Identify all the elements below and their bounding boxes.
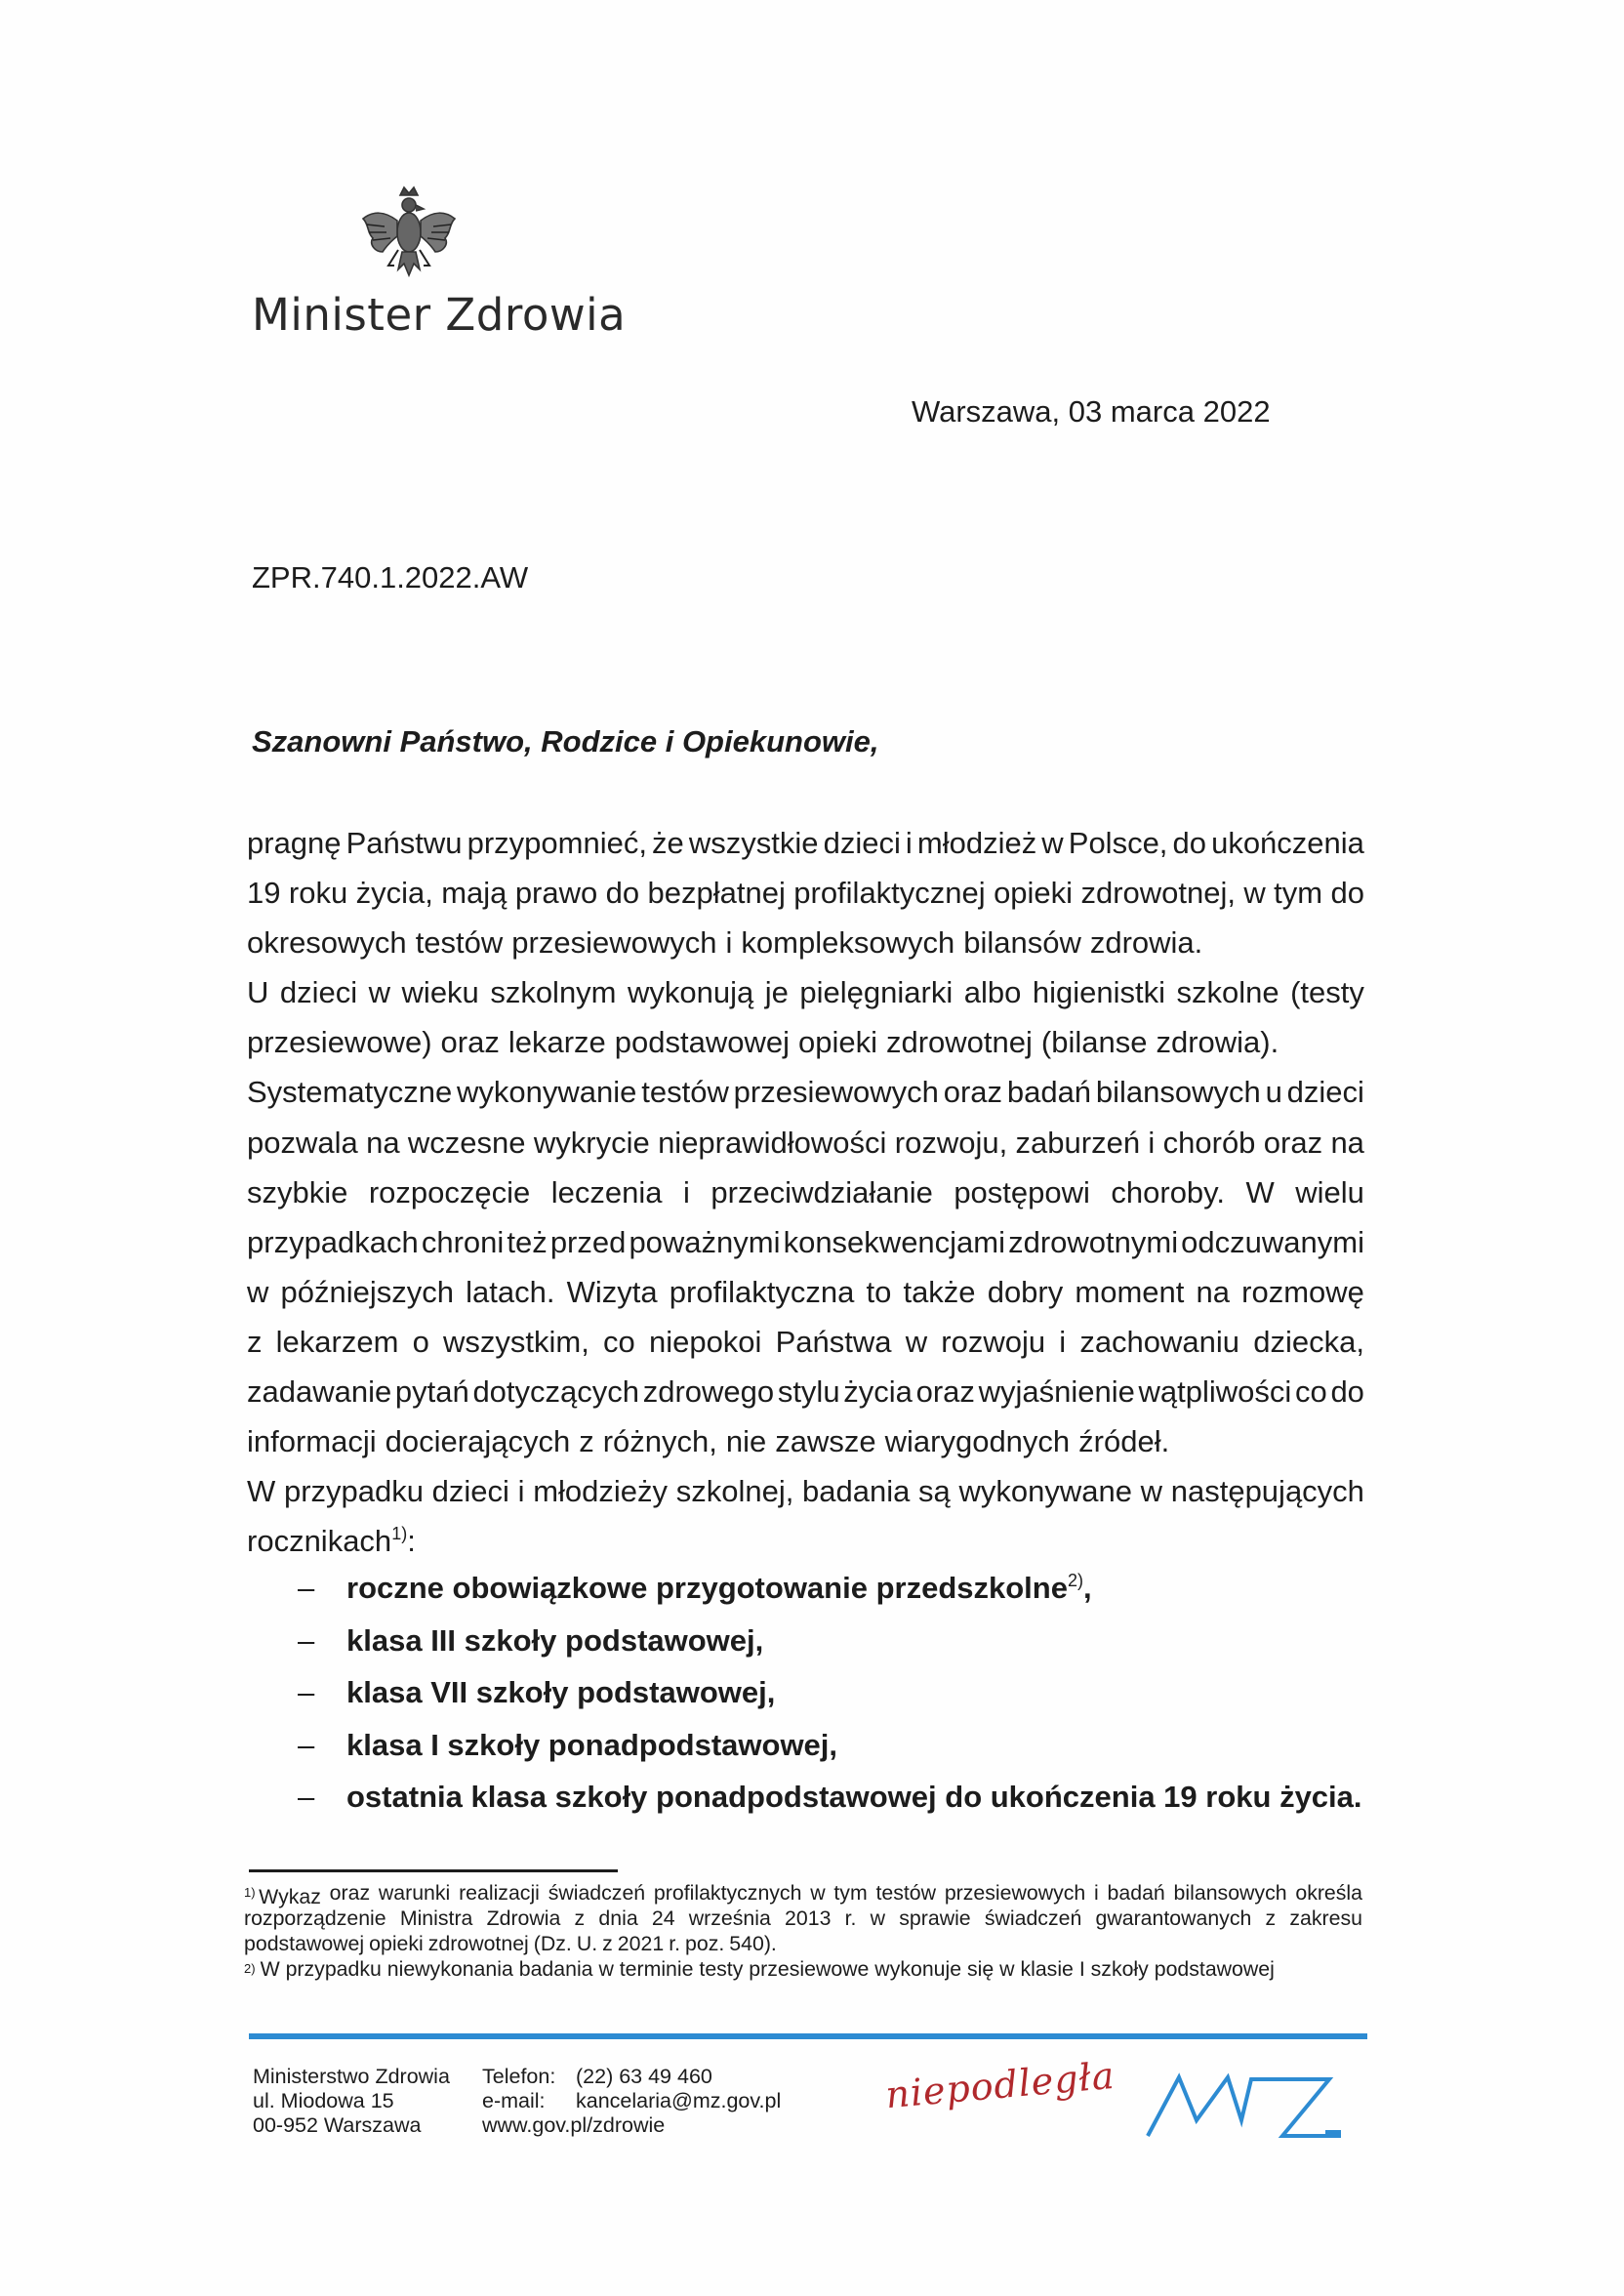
website-link: www.gov.pl/zdrowie [482,2113,666,2137]
footnote-line [244,1880,1362,1906]
phone-label: Telefon: [482,2065,556,2088]
body-word: przesiewowe) [247,1025,432,1060]
body-word: rozmowę [1241,1274,1364,1309]
address-line: Ministerstwo Zdrowia [253,2065,450,2088]
footnote-word: 2021 [617,1932,665,1955]
body-word: pozwala [247,1125,358,1160]
body-word: profilaktyczna [669,1274,855,1309]
body-word: przed [549,1224,627,1259]
body-word: pytań [394,1374,469,1410]
body-word: do [605,876,640,911]
body-word: w [247,1274,269,1309]
body-word: przesiewowych [511,925,717,961]
body-word: lekarzem [275,1324,399,1359]
body-word: i [905,826,913,860]
body-line [247,1118,1364,1168]
body-word: okresowych [247,925,407,961]
body-word: pielęgniarki [799,975,954,1010]
body-word: opieki [994,876,1074,911]
body-word: wszystkim, [443,1324,589,1359]
body-word: oraz [1263,1125,1323,1160]
footnote-word: (Dz. [533,1932,572,1955]
address-line: ul. Miodowa 15 [253,2089,394,2112]
body-word: to [866,1274,892,1309]
body-word: przypadku [283,1474,424,1509]
footnote-word: z [574,1906,586,1930]
footnote-word: dnia [598,1906,638,1930]
body-word: wątpliwości [1138,1374,1292,1410]
list-dash: – [298,1675,315,1710]
list-item [298,1771,1362,1824]
year-list [298,1562,1362,1824]
body-word: wykonywane [958,1474,1132,1509]
body-word: szybkie [247,1174,348,1210]
body-word: wielu [1295,1174,1364,1210]
body-word: szkolne [1176,975,1279,1010]
body-word: młodzież [916,826,1037,860]
body-word: zadawanie [247,1374,392,1410]
body-word: w [368,975,391,1010]
body-word: pragnę [247,826,342,860]
footnote-ref: 2) [1067,1571,1083,1590]
letter-date: Warszawa, 03 marca 2022 [912,394,1271,429]
body-word: zdrowotnej [885,1025,1033,1060]
footnote-word: w [810,1881,826,1905]
body-word: i [725,925,733,961]
greeting: Szanowni Państwo, Rodzice i Opiekunowie, [252,724,879,758]
body-line [247,1168,1364,1217]
list-item [298,1562,1362,1615]
body-word: dzieci [1286,1075,1364,1110]
list-item-text: klasa VII szkoły podstawowej, [346,1675,776,1710]
footnote-text: W przypadku niewykonania badania w terminie testy przesiewowe wykonuje się w klasie I szkoły podstawowej [260,1957,1275,1981]
list-item-text: klasa I szkoły ponadpodstawowej, [346,1727,838,1762]
body-word: mają [441,876,508,911]
body-word: wieku [401,975,479,1010]
body-word: wczesne [407,1125,526,1160]
body-word: zdrowia. [1089,925,1203,961]
footnote-word: przesiewowych [944,1881,1086,1905]
footnote-word: z [602,1932,613,1955]
body-word: (bilanse [1040,1025,1148,1060]
body-word: na [1196,1274,1230,1309]
list-item-text: klasa III szkoły podstawowej, [346,1622,764,1658]
contact-address [253,2065,450,2138]
body-word: choroby. [1111,1174,1225,1210]
footnote-word: i [1094,1881,1099,1905]
body-line [247,1466,1364,1516]
footnote-word: września [688,1906,771,1930]
list-item [298,1719,1362,1772]
body-word: podstawowej [614,1025,790,1060]
body-word: latach. [466,1274,555,1309]
body-line [247,1317,1364,1367]
reference-number: ZPR.740.1.2022.AW [252,560,529,594]
body-word: wszystkie [688,826,819,860]
footnote-line [244,1906,1362,1931]
institution-name: Minister Zdrowia [252,289,627,341]
body-line [247,918,1364,967]
footnote-word: bilansowych [1173,1881,1287,1905]
footnote-word: tym [833,1881,868,1905]
body-word: na [1330,1125,1364,1160]
body-word: rozwoju, [894,1125,1008,1160]
body-word: nieprawidłowości [658,1125,887,1160]
list-dash: – [298,1622,315,1658]
contact-details [482,2065,781,2138]
body-word: W [1245,1174,1275,1210]
body-word: u [1265,1075,1282,1110]
footnote-ref: 1) [391,1524,408,1544]
body-word: że [652,826,684,860]
footnote-word: $^{1)}$ Wykaz [244,1885,321,1908]
footnote-line [244,1931,1362,1956]
body-word: dzieci [823,826,901,860]
body-word: życia, [355,876,433,911]
footnote-word: Zdrowia [486,1906,561,1930]
list-dash: – [298,1571,315,1605]
body-word: dobry [987,1274,1064,1309]
email-address: kancelaria@mz.gov.pl [576,2089,782,2112]
body-word: (testy [1290,975,1364,1010]
body-word: badań [1006,1075,1092,1110]
footnote-word: opieki [369,1932,424,1955]
body-word: dziecka, [1253,1324,1364,1359]
body-word: ukończenia [1211,826,1364,860]
body-word: w [1140,1474,1163,1509]
list-item [298,1615,1362,1667]
body-word: niepokoi [648,1324,762,1359]
list-dash: – [298,1727,315,1762]
body-word: rozwoju [941,1324,1046,1359]
body-word: testów [641,1075,729,1110]
phone-number: (22) 63 49 460 [576,2065,712,2088]
body-word: informacji [247,1424,377,1459]
body-word: co [1295,1374,1327,1410]
body-word: z [579,1424,594,1459]
body-word: je [764,975,789,1010]
footnote-word: testów [875,1881,937,1905]
footnote-word: badań [1107,1881,1165,1905]
body-word: albo [963,975,1022,1010]
footnote-word: realizacji [459,1881,540,1905]
footnote-word: oraz [329,1881,371,1905]
footnote-word: 2013 [785,1906,832,1930]
footnote-word: podstawowej [244,1932,365,1955]
body-word: wykonują [628,975,754,1010]
body-word: młodzieży [533,1474,669,1509]
body-word: dzieci [279,975,358,1010]
email-label: e-mail: [482,2089,546,2112]
niepodlegla-signature: niepodległa [883,2053,1117,2117]
body-word: zawsze [775,1424,876,1459]
body-word: też [507,1224,548,1259]
list-item-text: ostatnia klasa szkoły ponadpodstawowej do ukończenia 19 roku życia. [346,1780,1362,1815]
body-line [247,967,1364,1017]
footnote-word: zdrowotnej [427,1932,529,1955]
body-word: i [517,1474,525,1509]
body-word: oraz [440,1025,500,1060]
body-word: także [903,1274,976,1309]
footnote-word: określa [1295,1881,1362,1905]
body-word: odczuwanymi [1181,1224,1364,1259]
body-word: o [412,1324,429,1359]
body-word: zdrowotnymi [1008,1224,1179,1259]
footnote-word: profilaktycznych [653,1881,802,1905]
footnote-word: świadczeń [548,1881,646,1905]
body-line [247,868,1364,918]
body-word: i [683,1174,690,1210]
body-word: z [247,1324,263,1359]
list-item-text: roczne obowiązkowe przygotowanie przedszkolne$^{2)}$, [346,1571,1092,1605]
body-word: przypadkach [247,1224,419,1259]
body-word: leczenia [550,1174,663,1210]
body-word: i [1148,1125,1156,1160]
footnote-line [244,1956,1362,1982]
letter-body [247,818,1364,1566]
body-word: poważnymi [629,1224,781,1259]
body-word: prawo [514,876,598,911]
body-line [247,1367,1364,1416]
body-word: lekarze [508,1025,606,1060]
body-word: higienistki [1032,975,1165,1010]
body-word: przeciwdziałanie [710,1174,933,1210]
body-word: Wizyta [566,1274,658,1309]
body-word: tym [1274,876,1323,911]
body-word: do [1330,1374,1364,1410]
footnote-word: U. [576,1932,598,1955]
body-word: oraz [943,1075,1003,1110]
body-word: przesiewowych [733,1075,939,1110]
footnote-word: sprawie [899,1906,971,1930]
body-word: bilansów [963,925,1081,961]
footnotes [244,1880,1362,1982]
body-line [247,1267,1364,1317]
body-word: wyjaśnienie [978,1374,1135,1410]
body-word: rocznikach$^{1)}$: [247,1524,416,1559]
body-word: późniejszych [280,1274,455,1309]
body-word: zachowaniu [1079,1324,1240,1359]
body-word: W [247,1474,276,1509]
footer-divider [249,2033,1367,2039]
body-line [247,1516,1364,1566]
body-word: i [1059,1324,1067,1359]
footnote-word: 540). [729,1932,777,1955]
footnote-divider [249,1869,618,1872]
body-word: moment [1075,1274,1185,1309]
polish-eagle-icon [355,182,463,289]
body-word: opieki [797,1025,877,1060]
footnote-word: świadczeń [984,1906,1082,1930]
footnote-word: z [1265,1906,1277,1930]
body-word: stylu [777,1374,840,1410]
body-word: przypomnieć, [467,826,647,860]
body-word: w [1243,876,1266,911]
footnote-word: 24 [651,1906,675,1930]
body-word: zdrowotnej, [1080,876,1236,911]
body-word: do [1330,876,1364,911]
body-word: na [366,1125,400,1160]
body-word: życia [843,1374,913,1410]
body-word: oraz [915,1374,975,1410]
body-word: są [918,1474,951,1509]
body-word: wykrycie [533,1125,650,1160]
footnote-mark: 2) [244,1961,256,1976]
body-word: zaburzeń [1015,1125,1141,1160]
body-line [247,818,1364,868]
footnote-word: r. [669,1932,681,1955]
body-word: bilansowych [1095,1075,1261,1110]
mz-logo-icon [1144,2070,1341,2140]
address-line: 00-952 Warszawa [253,2113,422,2137]
footnote-word: zakresu [1289,1906,1362,1930]
footnote-word: r. [844,1906,857,1930]
body-word: w [1041,826,1064,860]
footnote-word: gwarantowanych [1095,1906,1252,1930]
body-word: Państwu [345,826,463,860]
body-line [247,1017,1364,1067]
list-dash: – [298,1780,315,1815]
body-word: kompleksowych [741,925,955,961]
body-word: źródeł. [1078,1424,1170,1459]
body-word: zdrowego [642,1374,775,1410]
body-word: roku [288,876,348,911]
body-word: badania [802,1474,911,1509]
footnote-word: rozporządzenie [244,1906,386,1930]
body-word: Polsce, [1068,826,1168,860]
body-word: U [247,975,269,1010]
body-word: dotyczących [472,1374,640,1410]
body-word: do [1172,826,1206,860]
footnote-word: Ministra [399,1906,473,1930]
body-word: następujących [1170,1474,1364,1509]
footnote-mark: 1) [244,1885,260,1900]
body-word: dzieci [431,1474,509,1509]
body-word: nie [725,1424,767,1459]
body-word: bezpłatnej [647,876,786,911]
body-word: zdrowia). [1156,1025,1279,1060]
body-word: chorób [1162,1125,1256,1160]
body-word: chroni [421,1224,505,1259]
body-word: co [603,1324,635,1359]
body-word: 19 [247,876,281,911]
footnote-word: warunki [378,1881,451,1905]
body-word: różnych, [602,1424,717,1459]
footnote-word: w [870,1906,886,1930]
body-word: Systematyczne [247,1075,453,1110]
body-word: rozpoczęcie [368,1174,531,1210]
list-item [298,1666,1362,1719]
body-word: Państwa [775,1324,892,1359]
body-word: profilaktycznej [793,876,986,911]
body-word: szkolnej, [675,1474,794,1509]
body-word: wiarygodnych [884,1424,1071,1459]
body-word: postępowi [954,1174,1090,1210]
body-word: konsekwencjami [783,1224,1006,1259]
body-line [247,1217,1364,1267]
body-line [247,1067,1364,1117]
body-word: docierających [385,1424,571,1459]
body-word: wykonywanie [457,1075,637,1110]
body-word: testów [415,925,504,961]
body-word: w [905,1324,928,1359]
footnote-word: poz. [685,1932,725,1955]
body-line [247,1416,1364,1466]
body-word: szkolnym [490,975,617,1010]
